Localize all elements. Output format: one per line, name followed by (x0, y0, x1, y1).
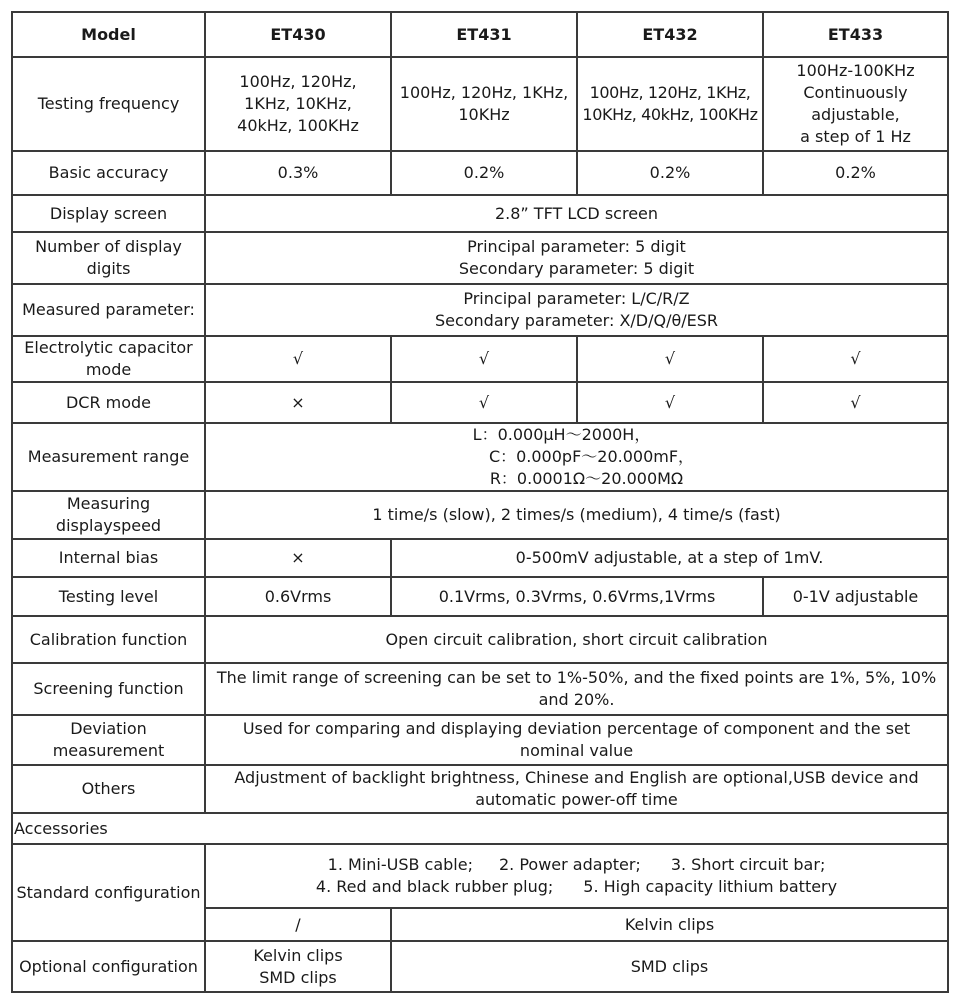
label-dcr-mode: DCR mode (12, 382, 205, 423)
range-r: R：0.0001Ω～20.000MΩ (489, 469, 684, 488)
range-c: C：0.000pF～20.000mF， (488, 447, 695, 466)
standard-item: 2. Power adapter; (498, 855, 641, 874)
row-electrolytic-mode (12, 336, 948, 382)
value-line: Principal parameter: L/C/R/Z (463, 289, 690, 308)
label-calibration: Calibration function (12, 616, 205, 663)
label-screening: Screening function (12, 663, 205, 715)
label-display-digits (12, 232, 205, 284)
value-line: Adjustment of backlight brightness, Chinese and English are optional,USB device and (234, 768, 919, 787)
label-testing-frequency: Testing frequency (12, 57, 205, 151)
row-optional-config (12, 941, 948, 992)
cell-measured-parameter (205, 284, 948, 336)
label-testing-level: Testing level (12, 577, 205, 616)
standard-line-2 (207, 876, 946, 898)
standard-item: 1. Mini-USB cable; (327, 855, 473, 874)
freq-et431-line: 100Hz, 120Hz, 1KHz, (399, 83, 569, 102)
cell-optional-rest: SMD clips (391, 941, 948, 992)
label-line: Measuring (66, 494, 151, 513)
label-line: Deviation (70, 719, 147, 738)
check-mark: √ (391, 336, 577, 382)
cell-accuracy-et431: 0.2% (391, 151, 577, 195)
standard-item: 4. Red and black rubber plug; (315, 877, 554, 896)
optional-item: Kelvin clips (253, 945, 343, 965)
value-line: Used for comparing and displaying deviation percentage of component and the set (242, 719, 911, 738)
cell-others (205, 765, 948, 813)
value-line: and 20%. (538, 690, 615, 709)
row-standard-config (12, 844, 948, 908)
label-line: Electrolytic capacitor (24, 338, 193, 357)
check-mark: √ (205, 336, 391, 382)
freq-et431-line: 10KHz (458, 105, 510, 124)
label-deviation (12, 715, 205, 765)
header-row (12, 12, 948, 57)
cell-level-et431-432: 0.1Vrms, 0.3Vrms, 0.6Vrms,1Vrms (391, 577, 763, 616)
freq-et432-line: 10KHz, 40kHz, 100KHz (582, 105, 758, 124)
cell-screening (205, 663, 948, 715)
freq-et433-line: 100Hz-100KHz (796, 61, 915, 80)
value-line: nominal value (519, 741, 634, 760)
cell-measurement-range (205, 423, 948, 491)
header-model: Model (12, 12, 205, 57)
row-display-screen (12, 195, 948, 232)
row-measurement-range (12, 423, 948, 491)
header-et430: ET430 (205, 12, 391, 57)
standard-item: 5. High capacity lithium battery (583, 877, 838, 896)
label-line: mode (85, 360, 132, 379)
optional-item: SMD clips (259, 967, 337, 987)
label-basic-accuracy: Basic accuracy (12, 151, 205, 195)
check-mark: √ (763, 382, 948, 423)
range-l: L：0.000μH～2000H， (472, 425, 651, 444)
label-standard-config: Standard configuration (12, 844, 205, 941)
row-internal-bias (12, 539, 948, 577)
row-basic-accuracy (12, 151, 948, 195)
cell-freq-et431 (391, 57, 577, 151)
cell-accuracy-et433: 0.2% (763, 151, 948, 195)
label-line: Number of display (35, 237, 182, 256)
row-measuring-speed (12, 491, 948, 539)
cell-display-screen: 2.8” TFT LCD screen (205, 195, 948, 232)
value-line: Principal parameter: 5 digit (467, 237, 686, 256)
check-mark: √ (577, 382, 763, 423)
cell-standard-et430: / (205, 908, 391, 941)
standard-line-1 (207, 854, 946, 876)
row-testing-level (12, 577, 948, 616)
freq-et430-line: 1KHz, 10KHz, (244, 94, 352, 113)
label-others: Others (12, 765, 205, 813)
row-measured-parameter (12, 284, 948, 336)
row-dcr-mode (12, 382, 948, 423)
row-calibration (12, 616, 948, 663)
label-measuring-speed (12, 491, 205, 539)
label-measurement-range: Measurement range (12, 423, 205, 491)
label-line: measurement (52, 741, 165, 760)
cell-level-et433: 0-1V adjustable (763, 577, 948, 616)
row-testing-frequency (12, 57, 948, 151)
cell-internal-bias: 0-500mV adjustable, at a step of 1mV. (391, 539, 948, 577)
cell-display-digits (205, 232, 948, 284)
header-et431: ET431 (391, 12, 577, 57)
freq-et430-line: 100Hz, 120Hz, (239, 72, 357, 91)
cell-accuracy-et430: 0.3% (205, 151, 391, 195)
row-others (12, 765, 948, 813)
label-internal-bias: Internal bias (12, 539, 205, 577)
cell-freq-et433 (763, 57, 948, 151)
label-measured-parameter: Measured parameter: (12, 284, 205, 336)
check-mark: √ (763, 336, 948, 382)
label-line: displayspeed (55, 516, 162, 535)
label-optional-config: Optional configuration (12, 941, 205, 992)
freq-et433-line: a step of 1 Hz (800, 127, 911, 146)
value-line: automatic power-off time (475, 790, 678, 809)
cell-measuring-speed: 1 time/s (slow), 2 times/s (medium), 4 time/s (fast) (205, 491, 948, 539)
header-et433: ET433 (763, 12, 948, 57)
value-line: Secondary parameter: 5 digit (458, 259, 695, 278)
label-display-screen: Display screen (12, 195, 205, 232)
row-accessories-title (12, 813, 948, 844)
cell-freq-et432 (577, 57, 763, 151)
cross-mark: × (205, 539, 391, 577)
header-et432: ET432 (577, 12, 763, 57)
cell-standard-kelvin: Kelvin clips (391, 908, 948, 941)
freq-et433-line: adjustable, (811, 105, 900, 124)
cell-accuracy-et432: 0.2% (577, 151, 763, 195)
cell-optional-et430 (205, 941, 391, 992)
freq-et432-line: 100Hz, 120Hz, 1KHz, (589, 83, 751, 102)
spec-table (11, 11, 949, 993)
row-screening (12, 663, 948, 715)
row-display-digits (12, 232, 948, 284)
cell-deviation (205, 715, 948, 765)
cell-standard-config (205, 844, 948, 908)
standard-item: 3. Short circuit bar; (670, 855, 826, 874)
check-mark: √ (577, 336, 763, 382)
accessories-title: Accessories (12, 813, 948, 844)
cell-freq-et430 (205, 57, 391, 151)
row-deviation (12, 715, 948, 765)
freq-et433-line: Continuously (803, 83, 908, 102)
cell-calibration: Open circuit calibration, short circuit calibration (205, 616, 948, 663)
cell-level-et430: 0.6Vrms (205, 577, 391, 616)
cross-mark: × (205, 382, 391, 423)
label-electrolytic-mode (12, 336, 205, 382)
value-line: Secondary parameter: X/D/Q/θ/ESR (434, 311, 719, 330)
label-line: digits (86, 259, 131, 278)
check-mark: √ (391, 382, 577, 423)
value-line: The limit range of screening can be set to 1%-50%, and the fixed points are 1%, 5%, 10% (216, 668, 937, 687)
freq-et430-line: 40kHz, 100KHz (237, 116, 359, 135)
